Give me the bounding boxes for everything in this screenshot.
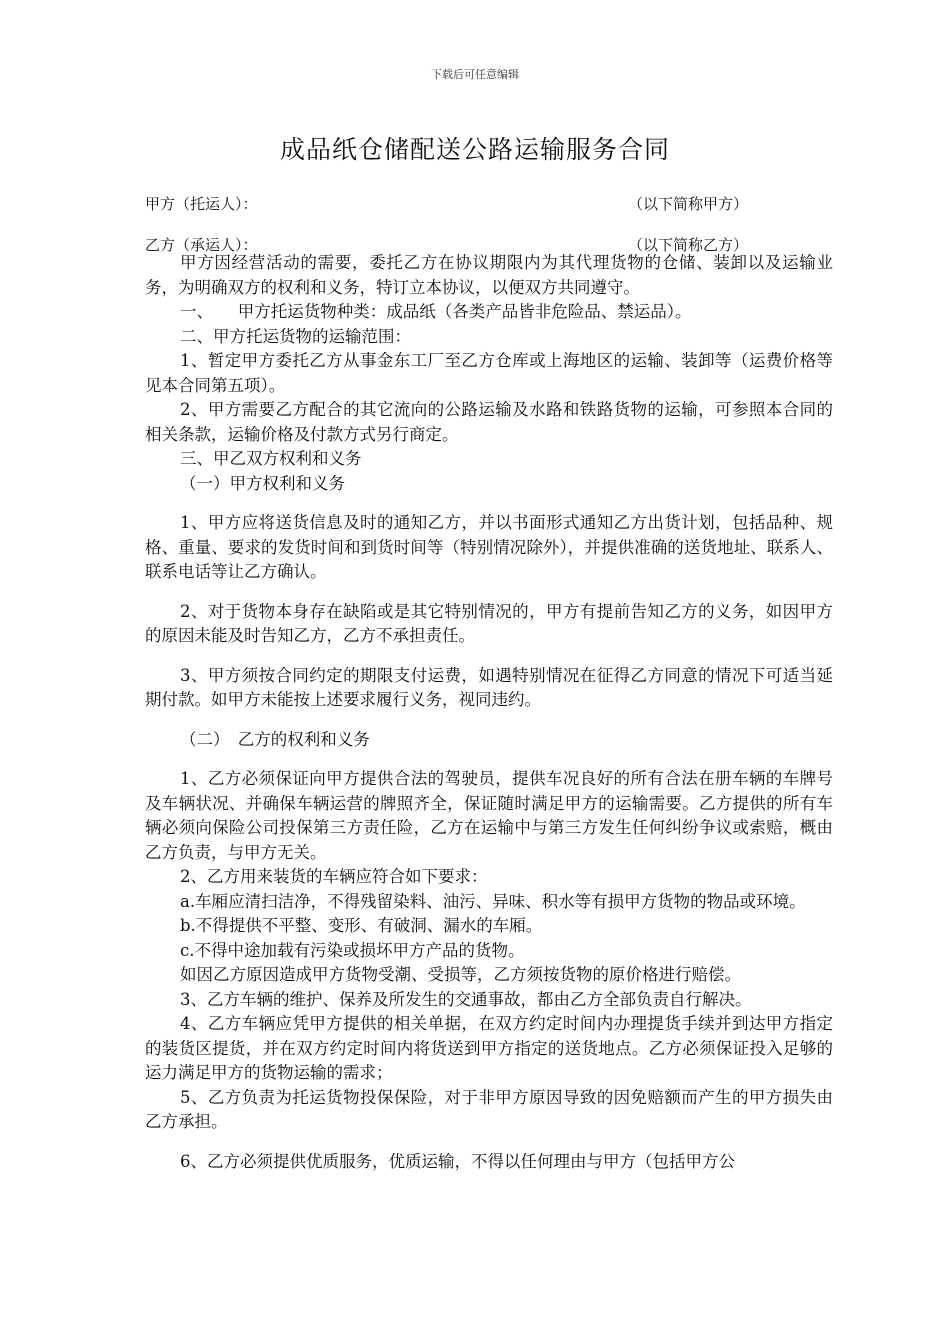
paragraph: 如因乙方原因造成甲方货物受潮、受损等，乙方须按货物的原价格进行赔偿。 bbox=[180, 965, 741, 984]
page-header: 下载后可任意编辑 bbox=[431, 68, 519, 81]
paragraph: 4、乙方车辆应凭甲方提供的相关单据，在双方约定时间内办理提货手续并到达甲方指定的装货区提货，并在双方约定时间内将货送到甲方指定的送货地点。乙方必须保证投入足够的运力满足甲方的货物运输的需求； bbox=[145, 1014, 833, 1082]
document-title: 成品纸仓储配送公路运输服务合同 bbox=[279, 135, 670, 164]
party-b-short: （以下简称乙方） bbox=[628, 236, 749, 254]
party-a-line bbox=[145, 193, 805, 214]
paragraph: 2、乙方用来装货的车辆应符合如下要求： bbox=[180, 867, 488, 886]
section-heading: 一、 甲方托运货物种类：成品纸（各类产品皆非危险品、禁运品）。 bbox=[180, 302, 692, 321]
party-a-label: 甲方（托运人）： bbox=[145, 195, 258, 213]
section-heading: 三、甲乙双方权利和义务 bbox=[180, 449, 362, 468]
paragraph: b.不得提供不平整、变形、有破洞、漏水的车厢。 bbox=[180, 916, 543, 935]
paragraph: 3、甲方须按合同约定的期限支付运费，如遇特别情况在征得乙方同意的情况下可适当延期付款。如甲方未能按上述要求履行义务，视同违约。 bbox=[145, 665, 833, 709]
paragraph: 3、乙方车辆的维护、保养及所发生的交通事故，都由乙方全部负责自行解决。 bbox=[180, 989, 752, 1009]
party-a-short: （以下简称甲方） bbox=[628, 195, 749, 213]
paragraph: 1、暂定甲方委托乙方从事金东工厂至乙方仓库或上海地区的运输、装卸等（运费价格等见本合同第五项）。 bbox=[145, 351, 833, 395]
paragraph: 2、对于货物本身存在缺陷或是其它特别情况的，甲方有提前告知乙方的义务，如因甲方的原因未能及时告知乙方，乙方不承担责任。 bbox=[145, 601, 833, 645]
paragraph: c.不得中途加载有污染或损坏甲方产品的货物。 bbox=[180, 940, 525, 960]
subsection-heading: （一）甲方权利和义务 bbox=[180, 473, 345, 493]
paragraph: 1、甲方应将送货信息及时的通知乙方，并以书面形式通知乙方出货计划，包括品种、规格、重量、要求的发货时间和到货时间等（特别情况除外），并提供准确的送货地址、联系人、联系电话等让乙方确认。 bbox=[145, 513, 833, 581]
paragraph: 2、甲方需要乙方配合的其它流向的公路运输及水路和铁路货物的运输，可参照本合同的相关条款，运输价格及付款方式另行商定。 bbox=[145, 400, 833, 444]
contract-body bbox=[145, 251, 833, 1174]
paragraph: 6、乙方必须提供优质服务，优质运输，不得以任何理由与甲方（包括甲方公 bbox=[180, 1151, 735, 1171]
paragraph: a.车厢应清扫洁净，不得残留染料、油污、异味、积水等有损甲方货物的物品或环境。 bbox=[180, 891, 806, 911]
section-heading: 二、甲方托运货物的运输范围： bbox=[180, 326, 411, 346]
subsection-heading: （二） 乙方的权利和义务 bbox=[180, 729, 370, 749]
party-b-label: 乙方（承运人）： bbox=[145, 236, 258, 254]
paragraph: 1、乙方必须保证向甲方提供合法的驾驶员，提供车况良好的所有合法在册车辆的车牌号及车辆状况、并确保车辆运营的牌照齐全，保证随时满足甲方的运输需要。乙方提供的所有车辆必须向保险公司投保第三方责任险，乙方在运输中与第三方发生任何纠纷争议或索赔，概由乙方负责，与甲方无关。 bbox=[145, 769, 833, 862]
paragraph: 5、乙方负责为托运货物投保保险，对于非甲方原因导致的因免赔额而产生的甲方损失由乙方承担。 bbox=[145, 1087, 833, 1131]
paragraph: 甲方因经营活动的需要，委托乙方在协议期限内为其代理货物的仓储、装卸以及运输业务，为明确双方的权利和义务，特订立本协议，以便双方共同遵守。 bbox=[145, 253, 833, 297]
